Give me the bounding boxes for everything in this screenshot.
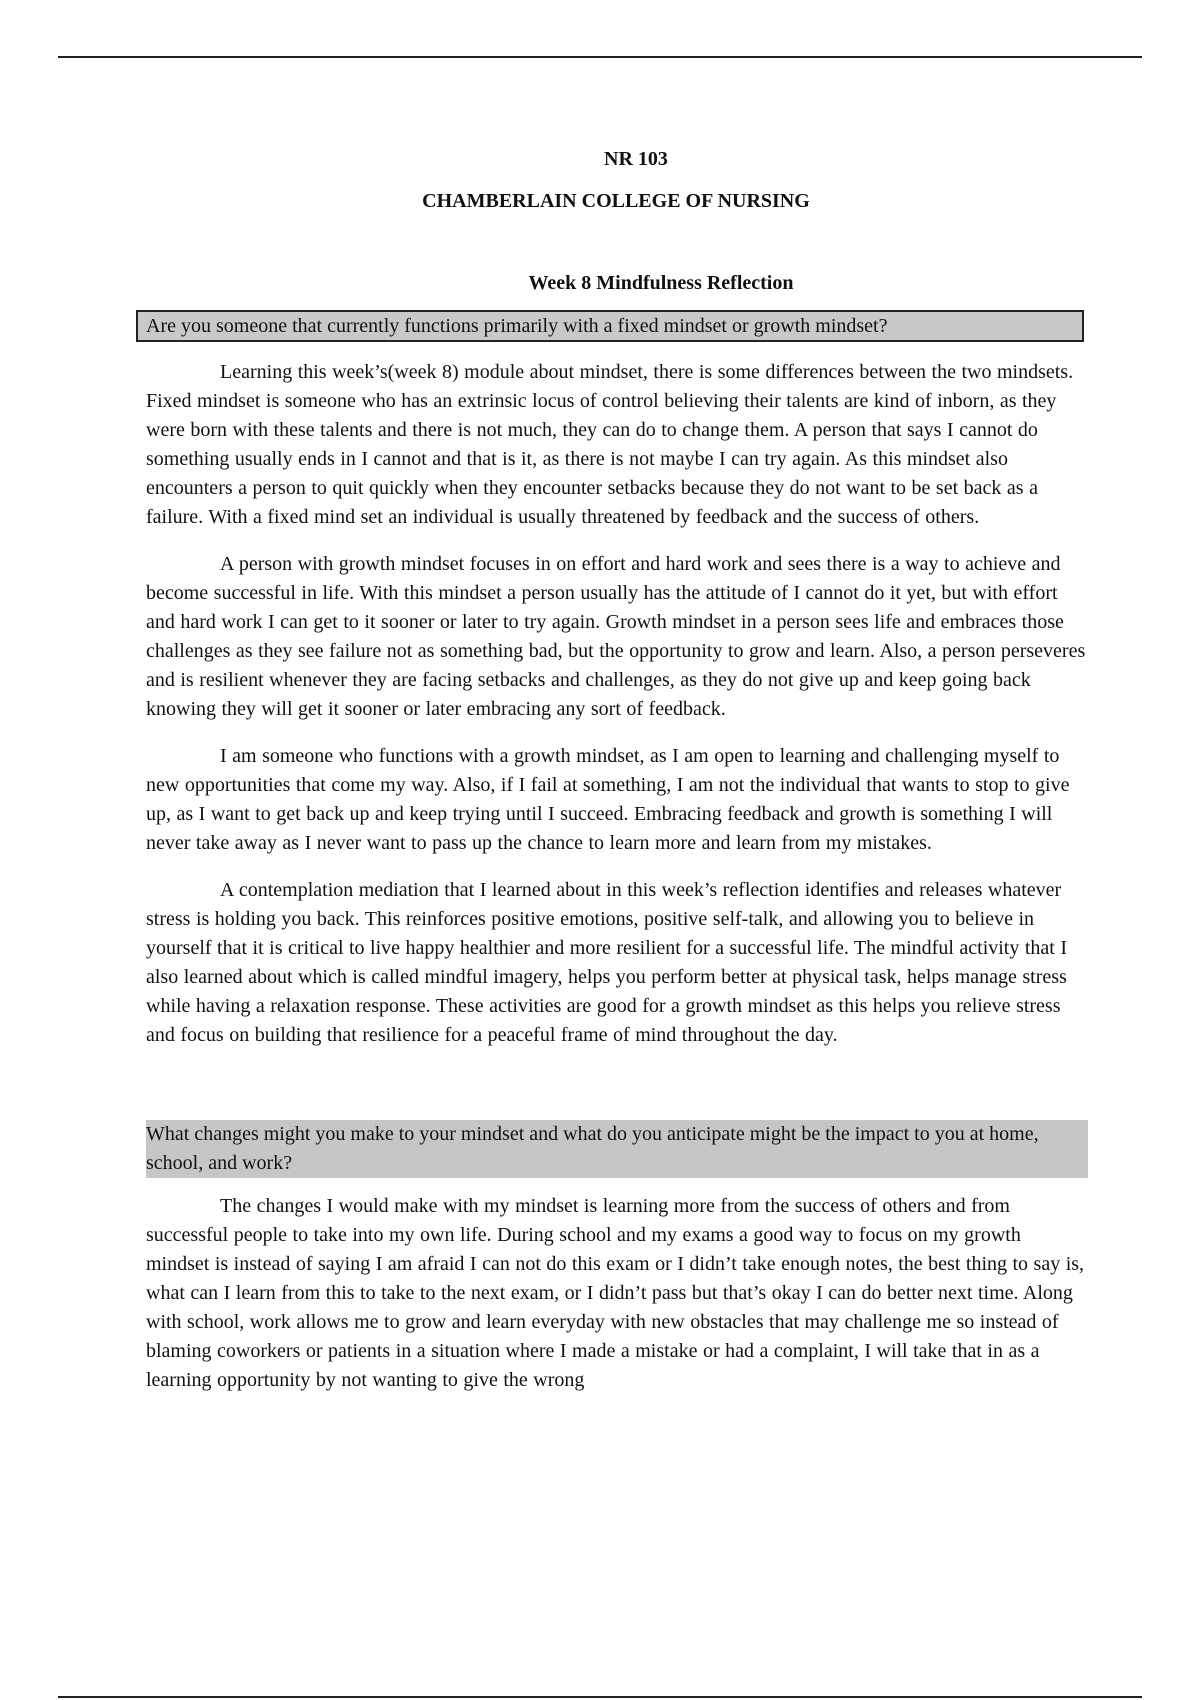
section-spacer <box>146 1068 1086 1120</box>
document-title: Week 8 Mindfulness Reflection <box>528 272 794 294</box>
question-2: What changes might you make to your mindset and what do you anticipate might be the impact to you at home, school, and work? <box>146 1120 1088 1178</box>
paragraph-growth-mindset: A person with growth mindset focuses in on effort and hard work and sees there is a way to achieve and become successful in life. With this mindset a person usually has the attitude of I cannot do it yet, but with effort and hard work I can get to it sooner or later to try again. Growth mindset in a person sees life and embraces those challenges as they see failure not as something bad, but the opportunity to grow and learn. Also, a person perseveres and is resilient whenever they are facing setbacks and challenges, as they do not give up and keep going back knowing they will get it sooner or later embracing any sort of feedback. <box>146 553 1086 720</box>
paragraph-changes: The changes I would make with my mindset is learning more from the success of others and from successful people to take into my own life. During school and my exams a good way to focus on my growth mindset is instead of saying I am afraid I can not do this exam or I didn’t take enough notes, the best thing to say is, what can I learn from this to take to the next exam, or I didn’t pass but that’s okay I can do better next time. Along with school, work allows me to grow and learn everyday with new obstacles that may challenge me so instead of blaming coworkers or patients in a situation where I made a mistake or had a complaint, I will take that in as a learning opportunity by not wanting to give the wrong <box>146 1195 1085 1391</box>
top-rule <box>58 56 1142 58</box>
college-name: CHAMBERLAIN COLLEGE OF NURSING <box>422 190 810 212</box>
question-1: Are you someone that currently functions primarily with a fixed mindset or growth mindset? <box>136 310 1084 342</box>
bottom-rule <box>58 1696 1142 1698</box>
paragraph-self-assessment: I am someone who functions with a growth mindset, as I am open to learning and challenging myself to new opportunities that come my way. Also, if I fail at something, I am not the individual that wants to stop to give up, as I want to get back up and keep trying until I succeed. Embracing feedback and growth is something I will never take away as I never want to pass up the chance to learn more and learn from my mistakes. <box>146 745 1070 854</box>
paragraph-contemplation: A contemplation mediation that I learned about in this week’s reflection identifies and releases whatever stress is holding you back. This reinforces positive emotions, positive self-talk, and allowing you to believe in yourself that it is critical to live happy healthier and more resilient for a successful life. The mindful activity that I also learned about which is called mindful imagery, helps you perform better at physical task, helps manage stress while having a relaxation response. These activities are good for a growth mindset as this helps you relieve stress and focus on building that resilience for a peaceful frame of mind throughout the day. <box>146 879 1068 1046</box>
course-code: NR 103 <box>604 148 668 170</box>
paragraph-fixed-mindset: Learning this week’s(week 8) module about mindset, there is some differences between the two mindsets. Fixed mindset is someone who has an extrinsic locus of control believing their talents are kind of inborn, as they were born with these talents and there is not much, they can do to change them. A person that says I cannot do something usually ends in I cannot and that is it, as there is not maybe I can try again. As this mindset also encounters a person to quit quickly when they encounter setbacks because they do not want to be set back as a failure. With a fixed mind set an individual is usually threatened by feedback and the success of others. <box>146 361 1074 528</box>
document-body <box>146 146 1086 1413</box>
